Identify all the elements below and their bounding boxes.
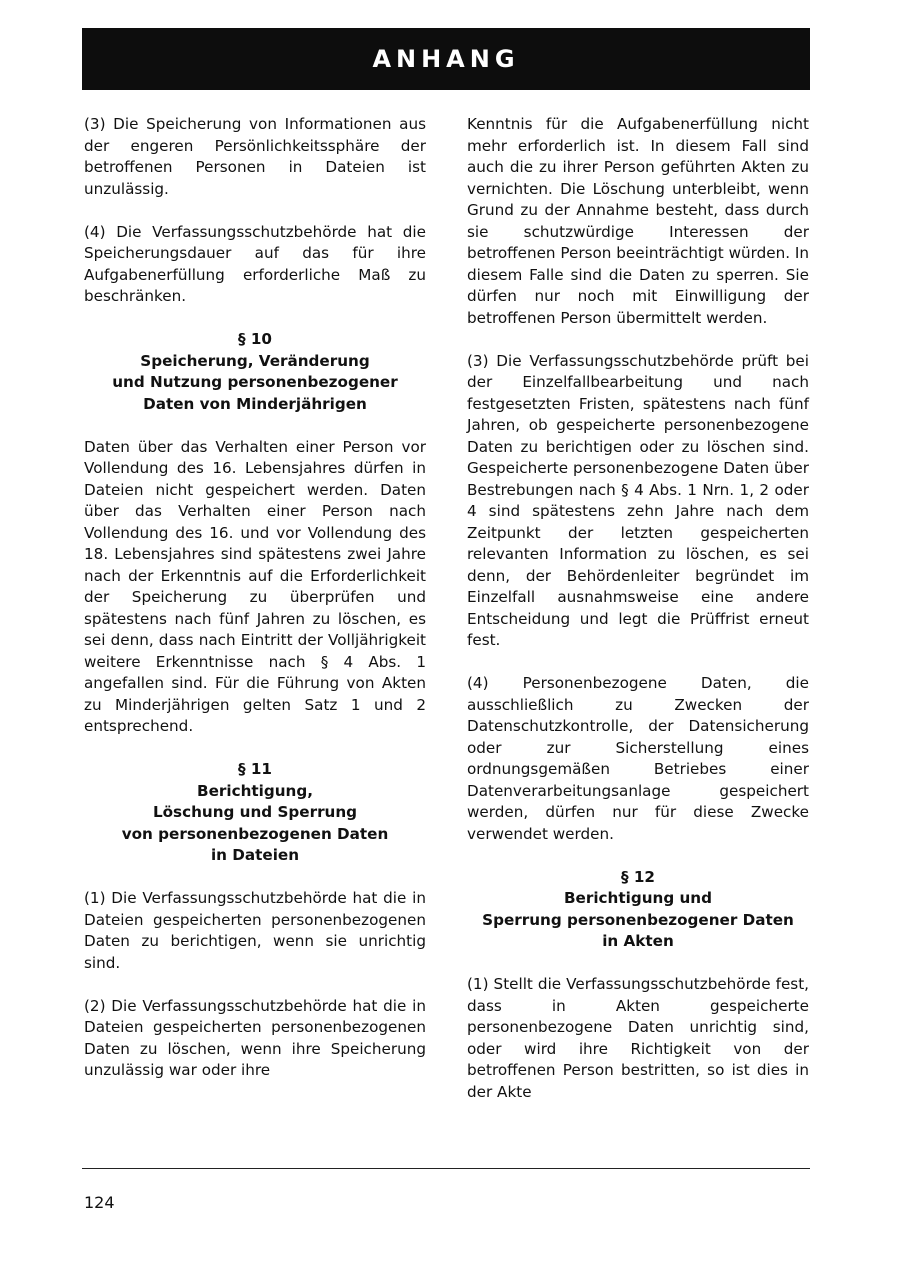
footer-rule [82,1168,810,1169]
section-12-title-line-1: Berichtigung und [563,889,712,907]
paragraph-9-3: (3) Die Speicherung von Informationen aus der engeren Persönlichkeitssphäre der betroffenen Personen in Dateien ist unzulässig. [84,115,426,198]
section-11-heading [84,759,426,867]
section-11-title-line-2: Löschung und Sperrung [152,803,358,821]
paragraph-10: Daten über das Verhalten einer Person vor Vollendung des 16. Lebensjahres dürfen in Dateien nicht gespeichert werden. Daten über das Verhalten einer Person nach Vollendung des 16. und vor Vollendung des 18. Lebensjahres sind spätestens zwei Jahre nach der Erkenntnis auf die Erforderlichkeit der Speicherung zu überprüfen und spätestens nach fünf Jahren zu löschen, es sei denn, dass nach Eintritt der Volljährigkeit weitere Erkenntnisse nach § 4 Abs. 1 angefallen sind. Für die Führung von Akten zu Minderjährigen gelten Satz 1 und 2 entsprechend. [84,437,426,735]
section-10-title-line-2: und Nutzung personenbezogener [112,373,398,391]
paragraph-11-1: (1) Die Verfassungsschutzbehörde hat die in Dateien gespeicherten personenbezogenen Daten zu berichtigen, wenn sie unrichtig sind. [84,889,426,972]
section-10-heading [84,329,426,415]
section-10-title-line-3: Daten von Minderjährigen [143,394,367,413]
section-12-heading [467,867,809,953]
paragraph-11-2-continued: Kenntnis für die Aufgabenerfüllung nicht mehr erforderlich ist. In diesem Fall sind auch die zu ihrer Person geführten Akten zu vernichten. Die Löschung unterbleibt, wenn Grund zu der Annahme besteht, dass durch sie schutzwürdige Interessen der betroffenen Person beeinträchtigt würden. In diesem Falle sind die Daten zu sperren. Sie dürfen nur noch mit Einwilligung der betroffenen Person übermittelt werden. [467,115,809,327]
section-10-number: § 10 [237,330,273,348]
section-11-title-line-4: in Dateien [210,846,300,864]
paragraph-11-3: (3) Die Verfassungsschutzbehörde prüft bei der Einzelfallbearbeitung und nach festgesetzten Fristen, spätestens nach fünf Jahren, ob gespeicherte personenbezogene Daten zu berichtigen oder zu löschen sind. Gespeicherte personenbezogene Daten über Bestrebungen nach § 4 Abs. 1 Nrn. 1, 2 oder 4 sind spätestens zehn Jahre nach dem Zeitpunkt der letzten gespeicherten relevanten Information zu löschen, es sei denn, der Behördenleiter begründet im Einzelfall ausnahmsweise eine andere Entscheidung und legt die Prüffrist erneut fest. [467,351,809,649]
paragraph-9-4: (4) Die Verfassungsschutzbehörde hat die Speicherungsdauer auf das für ihre Aufgabenerfüllung erforderliche Maß zu beschränken. [84,222,426,305]
page-number: 124 [84,1193,115,1212]
paragraph-12-1: (1) Stellt die Verfassungsschutzbehörde fest, dass in Akten gespeicherte personenbezogene Daten unrichtig sind, oder wird ihre Richtigkeit von der betroffenen Person bestritten, so ist dies in der Akte [467,975,809,1101]
section-banner [82,28,810,90]
section-12-title-line-2: Sperrung personenbezogener Daten [482,910,794,929]
section-12-title-line-3: in Akten [602,932,674,950]
section-12-number: § 12 [620,867,656,886]
paragraph-11-4: (4) Personenbezogene Daten, die ausschließlich zu Zwecken der Datenschutzkontrolle, der Datensicherung oder zur Sicherstellung eines ordnungsgemäßen Betriebes einer Datenverarbeitungsanlage gespeichert werden, dürfen nur für diese Zwecke verwendet werden. [467,674,809,843]
paragraph-11-2: (2) Die Verfassungsschutzbehörde hat die in Dateien gespeicherten personenbezogenen Daten zu löschen, wenn ihre Speicherung unzulässig war oder ihre [84,996,426,1079]
left-column [84,114,426,1082]
section-11-title-line-1: Berichtigung, [197,781,313,800]
right-column [467,114,809,1103]
section-10-title-line-1: Speicherung, Veränderung [140,351,370,370]
section-11-title-line-3: von personenbezogenen Daten [121,824,389,843]
section-11-number: § 11 [237,760,273,778]
banner-title: ANHANG [372,45,520,73]
